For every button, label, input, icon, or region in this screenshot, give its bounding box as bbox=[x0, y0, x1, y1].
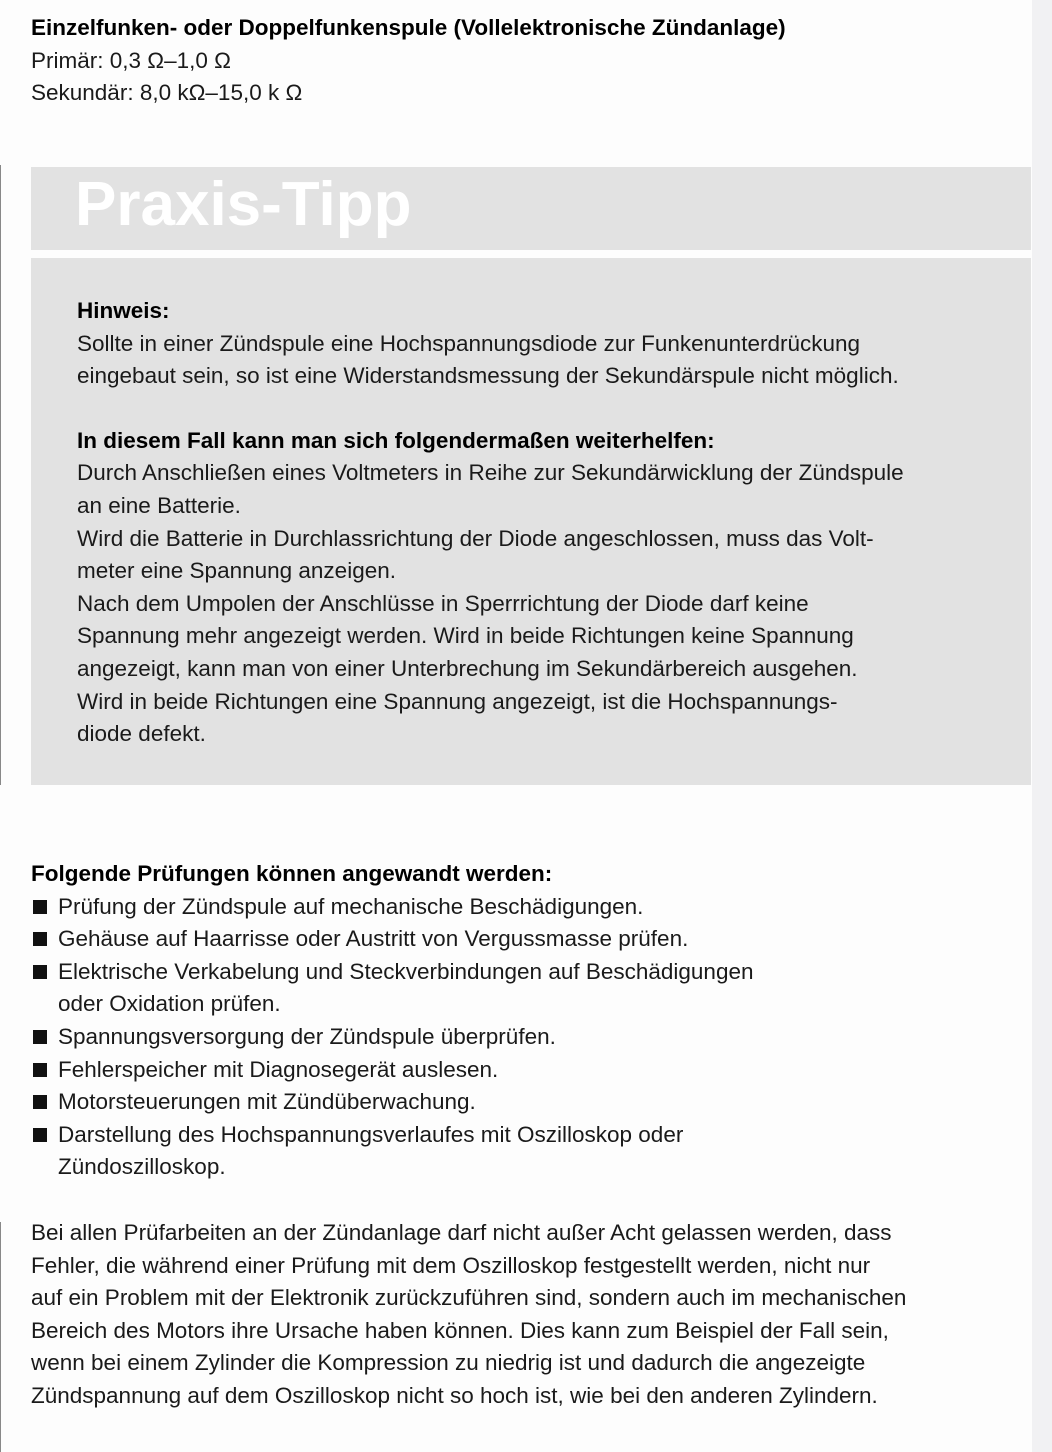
check-item-line: Zündoszilloskop. bbox=[58, 1154, 226, 1180]
help-line: Wird die Batterie in Durchlassrichtung der Diode angeschlossen, muss das Volt- bbox=[77, 525, 874, 551]
help-line: Spannung mehr angezeigt werden. Wird in beide Richtungen keine Spannung bbox=[77, 623, 854, 649]
checks-section bbox=[31, 858, 754, 1184]
check-item bbox=[31, 956, 754, 1021]
margin-line bbox=[0, 1222, 1, 1452]
margin-line bbox=[0, 165, 1, 785]
note-line: eingebaut sein, so ist eine Widerstandsmessung der Sekundärspule nicht möglich. bbox=[77, 363, 899, 389]
check-item bbox=[31, 1054, 754, 1087]
check-item-line: Gehäuse auf Haarrisse oder Austritt von Vergussmasse prüfen. bbox=[58, 926, 689, 952]
help-line: Nach dem Umpolen der Anschlüsse in Sperrrichtung der Diode darf keine bbox=[77, 590, 809, 616]
help-line: meter eine Spannung anzeigen. bbox=[77, 558, 396, 584]
check-item-line: oder Oxidation prüfen. bbox=[58, 991, 281, 1017]
help-line: Wird in beide Richtungen eine Spannung angezeigt, ist die Hochspannungs- bbox=[77, 688, 838, 714]
spec-primary: Primär: 0,3 Ω–1,0 Ω bbox=[31, 47, 231, 73]
check-item bbox=[31, 1119, 754, 1184]
spec-secondary: Sekundär: 8,0 kΩ–15,0 k Ω bbox=[31, 80, 303, 106]
closing-line: wenn bei einem Zylinder die Kompression zu niedrig ist und dadurch die angezeigte bbox=[31, 1350, 866, 1376]
help-line: angezeigt, kann man von einer Unterbrechung im Sekundärbereich ausgehen. bbox=[77, 655, 858, 681]
closing-paragraph bbox=[31, 1217, 906, 1413]
checks-list bbox=[31, 891, 754, 1184]
checks-heading: Folgende Prüfungen können angewandt werden: bbox=[31, 861, 553, 886]
check-item bbox=[31, 1021, 754, 1054]
check-item-line: Darstellung des Hochspannungsverlaufes mit Oszilloskop oder bbox=[58, 1121, 684, 1147]
note-heading: Hinweis: bbox=[77, 298, 170, 323]
help-line: diode defekt. bbox=[77, 721, 206, 747]
closing-line: Fehler, die während einer Prüfung mit dem Oszilloskop festgestellt werden, nicht nur bbox=[31, 1252, 871, 1278]
closing-line: Bei allen Prüfarbeiten an der Zündanlage darf nicht außer Acht gelassen werden, dass bbox=[31, 1220, 892, 1245]
check-item-line: Motorsteuerungen mit Zündüberwachung. bbox=[58, 1089, 476, 1115]
help-line: Durch Anschließen eines Voltmeters in Reihe zur Sekundärwicklung der Zündspule bbox=[77, 460, 904, 486]
note-line: Sollte in einer Zündspule eine Hochspannungsdiode zur Funkenunterdrückung bbox=[77, 330, 861, 356]
tip-header bbox=[31, 167, 1031, 250]
check-item bbox=[31, 1086, 754, 1119]
closing-line: Zündspannung auf dem Oszilloskop nicht so hoch ist, wie bei den anderen Zylindern. bbox=[31, 1382, 878, 1408]
check-item-line: Prüfung der Zündspule auf mechanische Beschädigungen. bbox=[58, 893, 644, 919]
check-item-line: Elektrische Verkabelung und Steckverbindungen auf Beschädigungen bbox=[58, 958, 754, 984]
check-item bbox=[31, 923, 754, 956]
check-item-line: Spannungsversorgung der Zündspule überprüfen. bbox=[58, 1023, 556, 1049]
help-heading: In diesem Fall kann man sich folgendermaßen weiterhelfen: bbox=[77, 427, 715, 453]
closing-line: auf ein Problem mit der Elektronik zurückzuführen sind, sondern auch im mechanischen bbox=[31, 1285, 907, 1311]
check-item-line: Fehlerspeicher mit Diagnosegerät auslesen. bbox=[58, 1056, 499, 1082]
page-scroll-gutter bbox=[1032, 0, 1052, 1452]
tip-box bbox=[31, 258, 1031, 785]
spec-section bbox=[31, 12, 786, 110]
closing-line: Bereich des Motors ihre Ursache haben können. Dies kann zum Beispiel der Fall sein, bbox=[31, 1317, 889, 1343]
check-item bbox=[31, 891, 754, 924]
spec-title: Einzelfunken- oder Doppelfunkenspule (Vollelektronische Zündanlage) bbox=[31, 15, 786, 40]
tip-title: Praxis-Tipp bbox=[75, 170, 412, 239]
help-line: an eine Batterie. bbox=[77, 492, 241, 518]
